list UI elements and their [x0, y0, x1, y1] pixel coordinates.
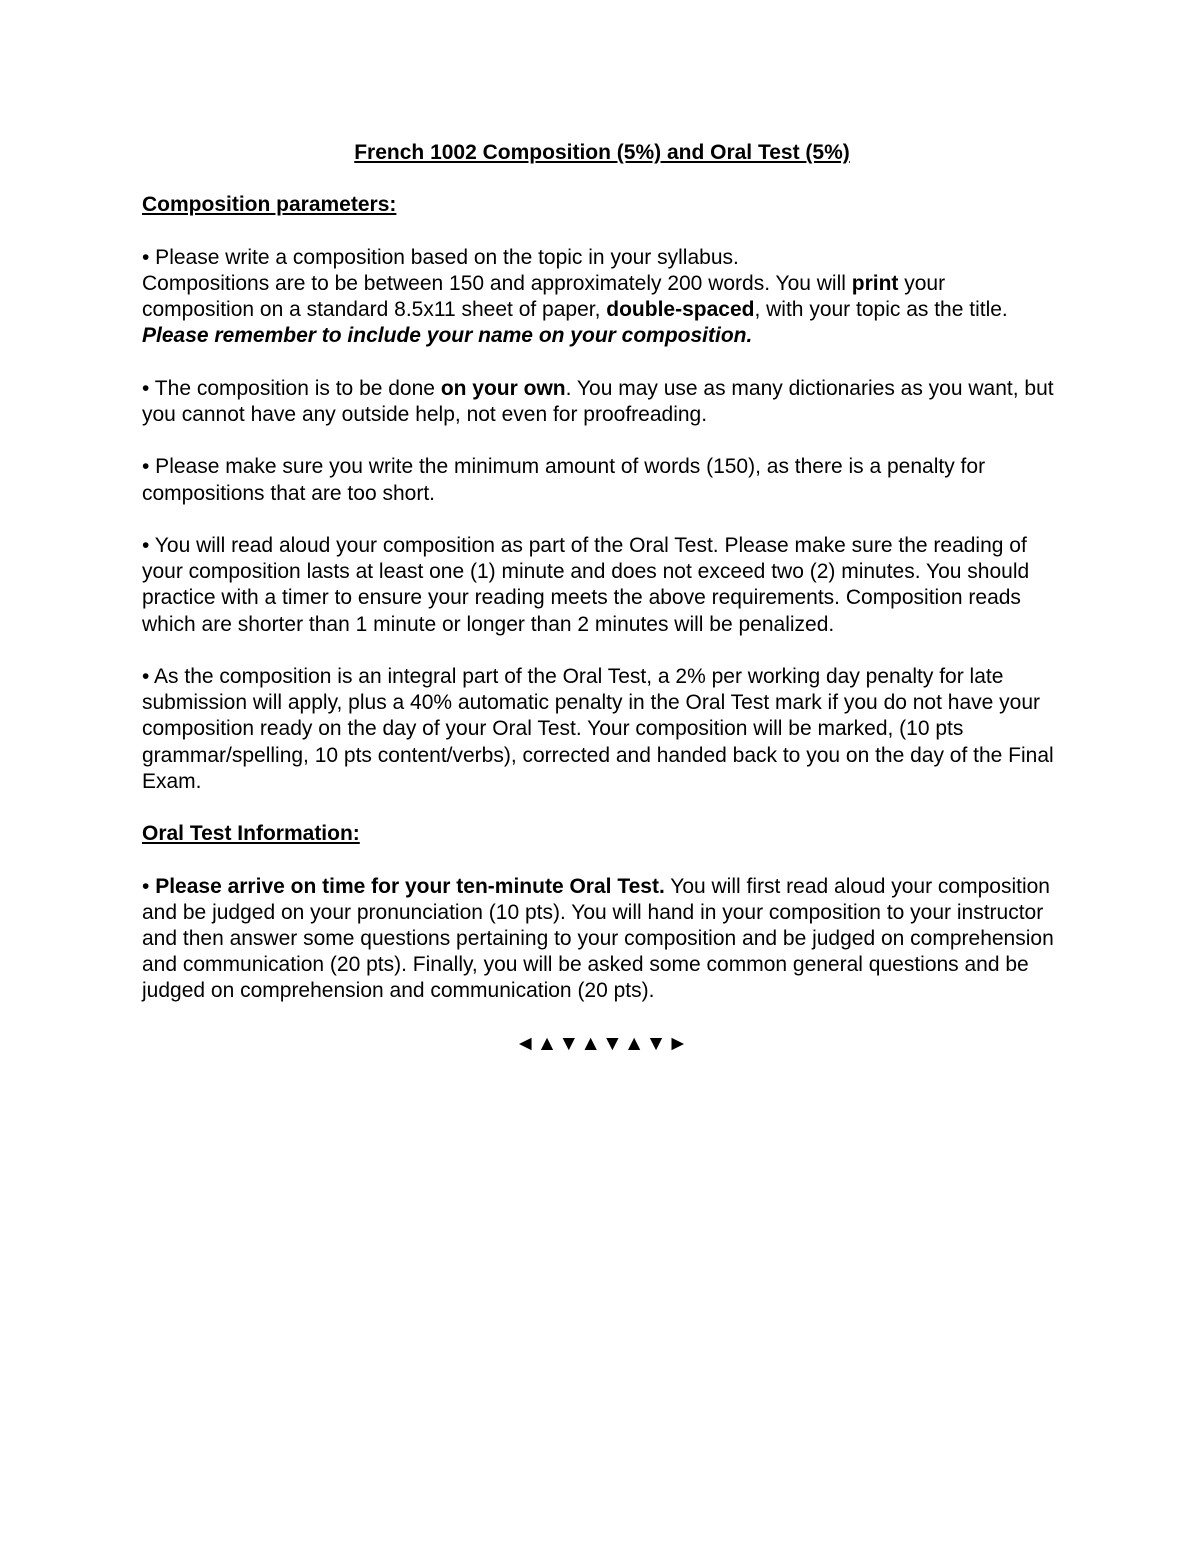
spacer — [142, 1005, 1062, 1031]
spacer — [142, 350, 1062, 376]
section-heading-composition: Composition parameters: — [142, 193, 397, 217]
paragraph-text: • The composition is to be done — [142, 376, 441, 400]
paragraph-own-work — [142, 376, 1062, 428]
paragraph-oral-test — [142, 874, 1062, 1005]
paragraph-penalty: • As the composition is an integral part of the Oral Test, a 2% per working day penalty for late submission will apply, plus a 40% automatic penalty in the Oral Test mark if you do not have your composition ready on the day of your Oral Test. Your composition will be marked, (10 pts grammar/spelling, 10 pts content/verbs), corrected and handed back to you on the day of the Final Exam. — [142, 664, 1054, 793]
paragraph-read-aloud: • You will read aloud your composition as part of the Oral Test. Please make sure the reading of your composition lasts at least one (1) minute and does not exceed two (2) minutes. You should practice with a timer to ensure your reading meets the above requirements. Composition reads which are shorter than 1 minute or longer than 2 minutes will be penalized. — [142, 533, 1030, 636]
paragraph-text: • Please write a composition based on the topic in your syllabus. — [142, 245, 739, 269]
spacer — [142, 219, 1062, 245]
emphasis-print: print — [851, 271, 899, 295]
emphasis-arrive-on-time: Please arrive on time for your ten-minute Oral Test. — [155, 874, 665, 898]
spacer — [142, 795, 1062, 821]
paragraph-topic — [142, 245, 1062, 350]
spacer — [142, 847, 1062, 873]
paragraph-text: You will first read aloud your composition and be judged on your pronunciation (10 pts). You will hand in your composition to your instructor and then answer some questions pertaining to your composition and be judged on comprehension and communication (20 pts). Finally, you will be asked some common general questions and be judged on comprehension and communication (20 pts). — [142, 874, 1054, 1003]
emphasis-name-reminder: Please remember to include your name on your composition. — [142, 324, 753, 348]
document-title: French 1002 Composition (5%) and Oral Test (5%) — [354, 141, 850, 164]
section-heading-oral-test: Oral Test Information: — [142, 822, 360, 846]
ornament-divider: ◄▲▼▲▼▲▼► — [514, 1031, 690, 1055]
document-page — [142, 140, 1062, 1057]
emphasis-on-your-own: on your own — [440, 376, 566, 400]
paragraph-text: your composition on a standard 8.5x11 sheet of paper, — [142, 271, 946, 322]
paragraph-text: , with your topic as the title. — [754, 298, 1008, 322]
spacer — [142, 428, 1062, 454]
emphasis-double-spaced: double-spaced — [606, 298, 755, 322]
spacer — [142, 638, 1062, 664]
spacer — [142, 166, 1062, 192]
paragraph-minimum-words: • Please make sure you write the minimum amount of words (150), as there is a penalty for compositions that are too short. — [142, 455, 986, 505]
spacer — [142, 507, 1062, 533]
paragraph-text: Compositions are to be between 150 and approximately 200 words. You will — [142, 271, 852, 295]
paragraph-text: . You may use as many dictionaries as you want, but you cannot have any outside help, not even for proofreading. — [142, 376, 1054, 426]
paragraph-text: • — [142, 874, 156, 898]
